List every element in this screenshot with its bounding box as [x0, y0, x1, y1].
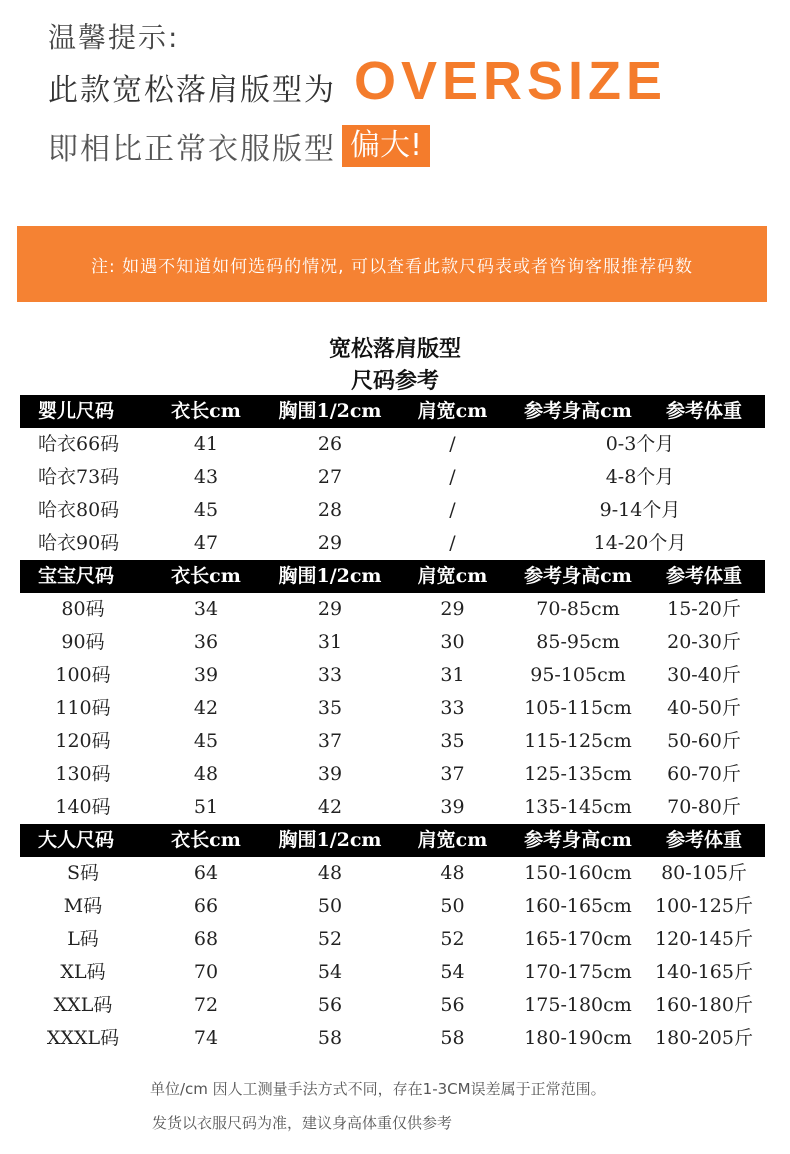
shoulder-cell: 35 — [440, 730, 465, 752]
size-cell: 哈衣66码 — [38, 433, 120, 455]
chest-cell: 26 — [317, 433, 343, 455]
length-cell: 41 — [193, 433, 219, 455]
weight-cell: 160-180斤 — [655, 994, 753, 1016]
length-cell: 39 — [193, 664, 219, 686]
header-cell: 婴儿尺码 — [38, 400, 115, 422]
length-cell: 43 — [193, 466, 219, 488]
table-row — [20, 923, 765, 956]
chest-cell: 29 — [317, 532, 343, 554]
notice-line-larger — [48, 124, 430, 168]
size-cell: XXXL码 — [46, 1027, 120, 1049]
weight-cell: 40-50斤 — [667, 697, 741, 719]
table-row — [20, 1022, 765, 1055]
shoulder-cell: 29 — [440, 598, 465, 620]
table-row — [20, 791, 765, 824]
size-cell: 哈衣90码 — [38, 532, 120, 554]
length-cell: 74 — [193, 1027, 219, 1049]
weight-cell: 50-60斤 — [667, 730, 741, 752]
height-cell: 95-105cm — [530, 664, 626, 686]
header-cell: 胸围1/2cm — [278, 829, 382, 851]
age-cell: 0-3个月 — [605, 433, 675, 455]
header-cell: 参考身高cm — [524, 565, 632, 587]
footer-reference-note: 发货以衣服尺码为准，建议身高体重仅供参考 — [152, 1114, 453, 1132]
header-cell: 肩宽cm — [417, 565, 488, 587]
length-cell: 45 — [193, 499, 219, 521]
chest-cell: 37 — [317, 730, 343, 752]
height-cell: 170-175cm — [524, 961, 632, 983]
weight-cell: 30-40斤 — [667, 664, 741, 686]
size-cell: M码 — [63, 895, 103, 917]
oversize-highlight: OVERSIZE — [354, 51, 668, 111]
shoulder-cell: 50 — [440, 895, 465, 917]
height-cell: 115-125cm — [524, 730, 632, 752]
shoulder-cell: 39 — [440, 796, 465, 818]
size-cell: S码 — [66, 862, 100, 884]
height-cell: 175-180cm — [524, 994, 632, 1016]
footer-unit-note: 单位/cm 因人工测量手法方式不同，存在1-3CM误差属于正常范围。 — [150, 1080, 606, 1098]
header-cell: 宝宝尺码 — [38, 565, 115, 587]
weight-cell: 140-165斤 — [655, 961, 753, 983]
size-cell: 80码 — [61, 598, 105, 620]
shoulder-cell: 33 — [440, 697, 465, 719]
length-cell: 64 — [193, 862, 219, 884]
size-cell: 140码 — [55, 796, 111, 818]
header-cell: 参考体重 — [665, 829, 742, 851]
size-cell: 100码 — [55, 664, 111, 686]
shoulder-cell: 48 — [440, 862, 465, 884]
height-cell: 160-165cm — [524, 895, 632, 917]
shoulder-cell: 54 — [440, 961, 465, 983]
chest-cell: 54 — [317, 961, 343, 983]
table-row — [20, 989, 765, 1022]
table-row — [20, 758, 765, 791]
shoulder-cell: / — [449, 433, 456, 455]
chest-cell: 56 — [317, 994, 343, 1016]
shoulder-cell: 31 — [440, 664, 465, 686]
length-cell: 72 — [193, 994, 219, 1016]
table-row — [20, 659, 765, 692]
notice-line2-text: 此款宽松落肩版型为 — [48, 73, 336, 108]
table-row — [20, 956, 765, 989]
size-cell: L码 — [67, 928, 99, 950]
height-cell: 85-95cm — [536, 631, 620, 653]
chest-cell: 33 — [317, 664, 343, 686]
chest-cell: 52 — [317, 928, 343, 950]
table-row — [20, 593, 765, 626]
shoulder-cell: 30 — [440, 631, 465, 653]
header-cell: 参考身高cm — [524, 829, 632, 851]
size-cell: XL码 — [60, 961, 106, 983]
chest-cell: 27 — [317, 466, 343, 488]
header-cell: 衣长cm — [171, 565, 241, 587]
table-header-row — [20, 560, 765, 593]
notice-line-oversize — [48, 50, 667, 112]
chest-cell: 48 — [317, 862, 343, 884]
weight-cell: 70-80斤 — [667, 796, 741, 818]
header-cell: 衣长cm — [171, 829, 241, 851]
height-cell: 125-135cm — [524, 763, 632, 785]
table-row — [20, 692, 765, 725]
chest-cell: 28 — [317, 499, 343, 521]
length-cell: 66 — [193, 895, 219, 917]
table-row — [20, 527, 765, 560]
age-cell: 4-8个月 — [605, 466, 675, 488]
table-row — [20, 626, 765, 659]
chest-cell: 58 — [317, 1027, 343, 1049]
header-cell: 衣长cm — [171, 400, 241, 422]
notice-title: 温馨提示: — [48, 21, 180, 54]
table-header-row — [20, 824, 765, 857]
size-cell: 120码 — [55, 730, 111, 752]
length-cell: 36 — [193, 631, 219, 653]
table-row — [20, 857, 765, 890]
size-cell: 90码 — [61, 631, 105, 653]
header-cell: 胸围1/2cm — [278, 565, 382, 587]
chest-cell: 35 — [317, 697, 343, 719]
length-cell: 34 — [193, 598, 219, 620]
length-cell: 45 — [193, 730, 219, 752]
header-cell: 胸围1/2cm — [278, 400, 382, 422]
note-banner — [17, 226, 767, 302]
length-cell: 51 — [193, 796, 219, 818]
height-cell: 105-115cm — [524, 697, 632, 719]
table-row — [20, 461, 765, 494]
weight-cell: 100-125斤 — [655, 895, 753, 917]
length-cell: 68 — [193, 928, 219, 950]
weight-cell: 120-145斤 — [655, 928, 753, 950]
weight-cell: 60-70斤 — [667, 763, 741, 785]
shoulder-cell: / — [449, 499, 456, 521]
size-cell: 哈衣73码 — [38, 466, 120, 488]
height-cell: 135-145cm — [524, 796, 632, 818]
note-banner-text: 注: 如遇不知道如何选码的情况, 可以查看此款尺码表或者咨询客服推荐码数 — [91, 256, 693, 277]
size-cell: 130码 — [55, 763, 111, 785]
length-cell: 48 — [193, 763, 219, 785]
header-cell: 参考体重 — [665, 400, 742, 422]
size-cell: 110码 — [55, 697, 111, 719]
table-row — [20, 890, 765, 923]
notice-line3-text: 即相比正常衣服版型 — [48, 132, 336, 167]
chest-cell: 29 — [317, 598, 343, 620]
shoulder-cell: 58 — [440, 1027, 465, 1049]
age-cell: 14-20个月 — [593, 532, 687, 554]
header-cell: 肩宽cm — [417, 400, 488, 422]
shoulder-cell: / — [449, 532, 456, 554]
age-cell: 9-14个月 — [599, 499, 681, 521]
weight-cell: 180-205斤 — [655, 1027, 753, 1049]
larger-highlight-badge: 偏大! — [342, 125, 430, 167]
length-cell: 47 — [193, 532, 219, 554]
size-cell: 哈衣80码 — [38, 499, 120, 521]
table-row — [20, 725, 765, 758]
length-cell: 42 — [193, 697, 219, 719]
shoulder-cell: / — [449, 466, 456, 488]
chest-cell: 50 — [317, 895, 343, 917]
chest-cell: 31 — [317, 631, 343, 653]
shoulder-cell: 37 — [440, 763, 465, 785]
weight-cell: 15-20斤 — [667, 598, 741, 620]
header-cell: 大人尺码 — [38, 829, 115, 851]
table-title: 宽松落肩版型 — [328, 336, 461, 362]
height-cell: 70-85cm — [536, 598, 620, 620]
table-header-row — [20, 395, 765, 428]
size-cell: XXL码 — [53, 994, 113, 1016]
height-cell: 165-170cm — [524, 928, 632, 950]
header-cell: 参考体重 — [665, 565, 742, 587]
table-row — [20, 428, 765, 461]
header-cell: 肩宽cm — [417, 829, 488, 851]
height-cell: 180-190cm — [524, 1027, 632, 1049]
size-chart-table — [20, 395, 765, 1055]
weight-cell: 80-105斤 — [661, 862, 747, 884]
length-cell: 70 — [193, 961, 219, 983]
table-subtitle: 尺码参考 — [350, 368, 439, 394]
table-row — [20, 494, 765, 527]
shoulder-cell: 52 — [440, 928, 465, 950]
chest-cell: 39 — [317, 763, 343, 785]
header-cell: 参考身高cm — [524, 400, 632, 422]
height-cell: 150-160cm — [524, 862, 632, 884]
chest-cell: 42 — [317, 796, 343, 818]
weight-cell: 20-30斤 — [667, 631, 741, 653]
shoulder-cell: 56 — [440, 994, 465, 1016]
